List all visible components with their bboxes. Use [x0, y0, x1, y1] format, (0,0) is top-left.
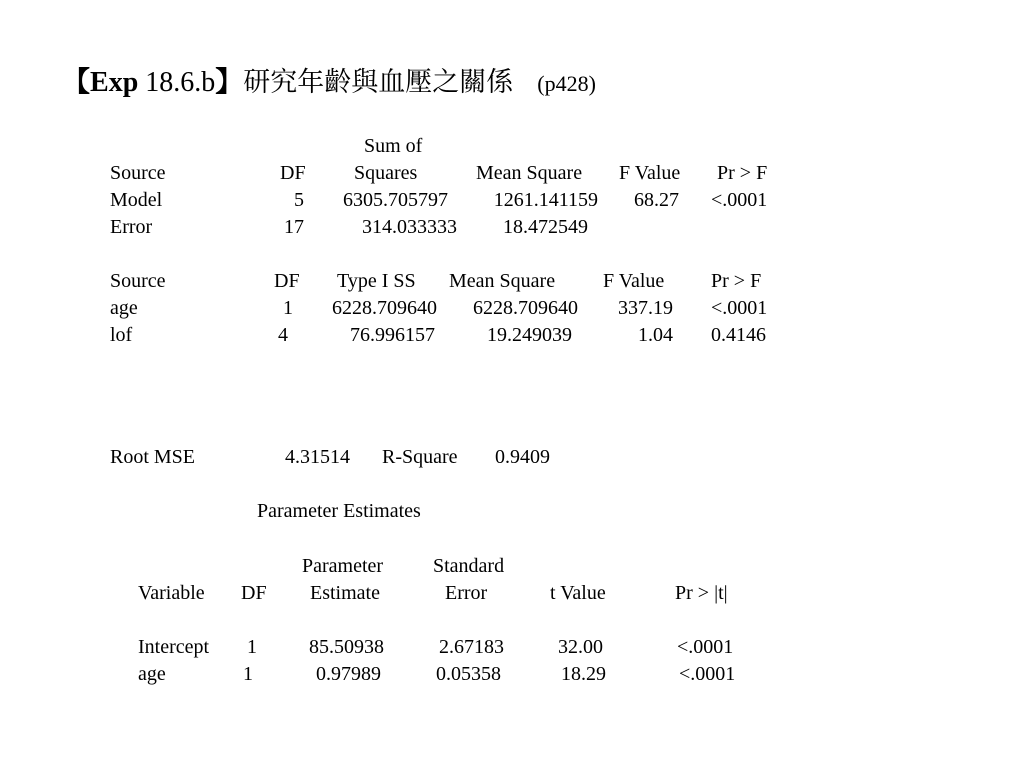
- root-mse-label: Root MSE: [110, 446, 196, 468]
- anova-header-p: Pr > F: [717, 162, 768, 184]
- cell-prt: <.0001: [679, 663, 736, 685]
- cell-source: age: [110, 297, 138, 319]
- cell-source: Error: [110, 216, 153, 238]
- cell-p: <.0001: [711, 297, 768, 319]
- cell-f: 1.04: [638, 324, 673, 346]
- title-exp-label: Exp: [90, 67, 139, 98]
- type1-header-f: F Value: [603, 270, 665, 292]
- cell-df: 1: [247, 636, 257, 658]
- cell-p: <.0001: [711, 189, 768, 211]
- type1-header-source: Source: [110, 270, 166, 292]
- params-section-title: Parameter Estimates: [257, 500, 421, 522]
- cell-error: 0.05358: [436, 663, 501, 685]
- cell-ms: 6228.709640: [473, 297, 578, 319]
- params-header-top-standard: Standard: [433, 555, 505, 577]
- slide-title: [62, 66, 596, 101]
- cell-ss: 76.996157: [350, 324, 435, 346]
- params-header-tvalue: t Value: [550, 582, 606, 604]
- anova-header-top: Sum of: [364, 135, 423, 157]
- rsquare-value: 0.9409: [495, 446, 550, 468]
- params-header-df: DF: [241, 582, 267, 604]
- title-page-ref: (p428): [537, 71, 596, 96]
- cell-tvalue: 32.00: [558, 636, 603, 658]
- cell-prt: <.0001: [677, 636, 734, 658]
- cell-variable: Intercept: [138, 636, 210, 658]
- anova-header-df: DF: [280, 162, 306, 184]
- cell-f: 337.19: [618, 297, 673, 319]
- cell-df: 4: [278, 324, 288, 346]
- cell-source: Model: [110, 189, 163, 211]
- title-bracket-open: 【: [62, 67, 91, 98]
- type1-header-df: DF: [274, 270, 300, 292]
- cell-error: 2.67183: [439, 636, 504, 658]
- cell-df: 1: [283, 297, 293, 319]
- title-exp-number: 18.6.b: [138, 67, 216, 98]
- title-bracket-close: 】: [215, 67, 244, 98]
- params-header-estimate: Estimate: [310, 582, 380, 604]
- cell-ss: 6228.709640: [332, 297, 437, 319]
- anova-header-ms: Mean Square: [476, 162, 583, 184]
- cell-p: 0.4146: [711, 324, 766, 346]
- cell-f: 68.27: [634, 189, 679, 211]
- cell-estimate: 85.50938: [309, 636, 384, 658]
- anova-header-ss: Squares: [354, 162, 418, 184]
- cell-ss: 314.033333: [362, 216, 457, 238]
- params-header-top-parameter: Parameter: [302, 555, 384, 577]
- root-mse-value: 4.31514: [285, 446, 350, 468]
- title-chinese: 研究年齡與血壓之關係: [243, 67, 514, 98]
- cell-source: lof: [110, 324, 133, 346]
- cell-df: 1: [243, 663, 253, 685]
- params-header-prt: Pr > |t|: [675, 582, 728, 604]
- rsquare-label: R-Square: [382, 446, 458, 468]
- cell-ms: 18.472549: [503, 216, 588, 238]
- type1-header-ss: Type I SS: [337, 270, 416, 292]
- cell-ms: 1261.141159: [493, 189, 598, 211]
- cell-ss: 6305.705797: [343, 189, 448, 211]
- cell-variable: age: [138, 663, 166, 685]
- params-header-variable: Variable: [138, 582, 205, 604]
- anova-header-f: F Value: [619, 162, 681, 184]
- cell-ms: 19.249039: [487, 324, 572, 346]
- cell-df: 5: [294, 189, 304, 211]
- cell-df: 17: [284, 216, 304, 238]
- anova-header-source: Source: [110, 162, 166, 184]
- type1-header-p: Pr > F: [711, 270, 762, 292]
- params-header-error: Error: [445, 582, 488, 604]
- type1-header-ms: Mean Square: [449, 270, 556, 292]
- cell-estimate: 0.97989: [316, 663, 381, 685]
- cell-tvalue: 18.29: [561, 663, 606, 685]
